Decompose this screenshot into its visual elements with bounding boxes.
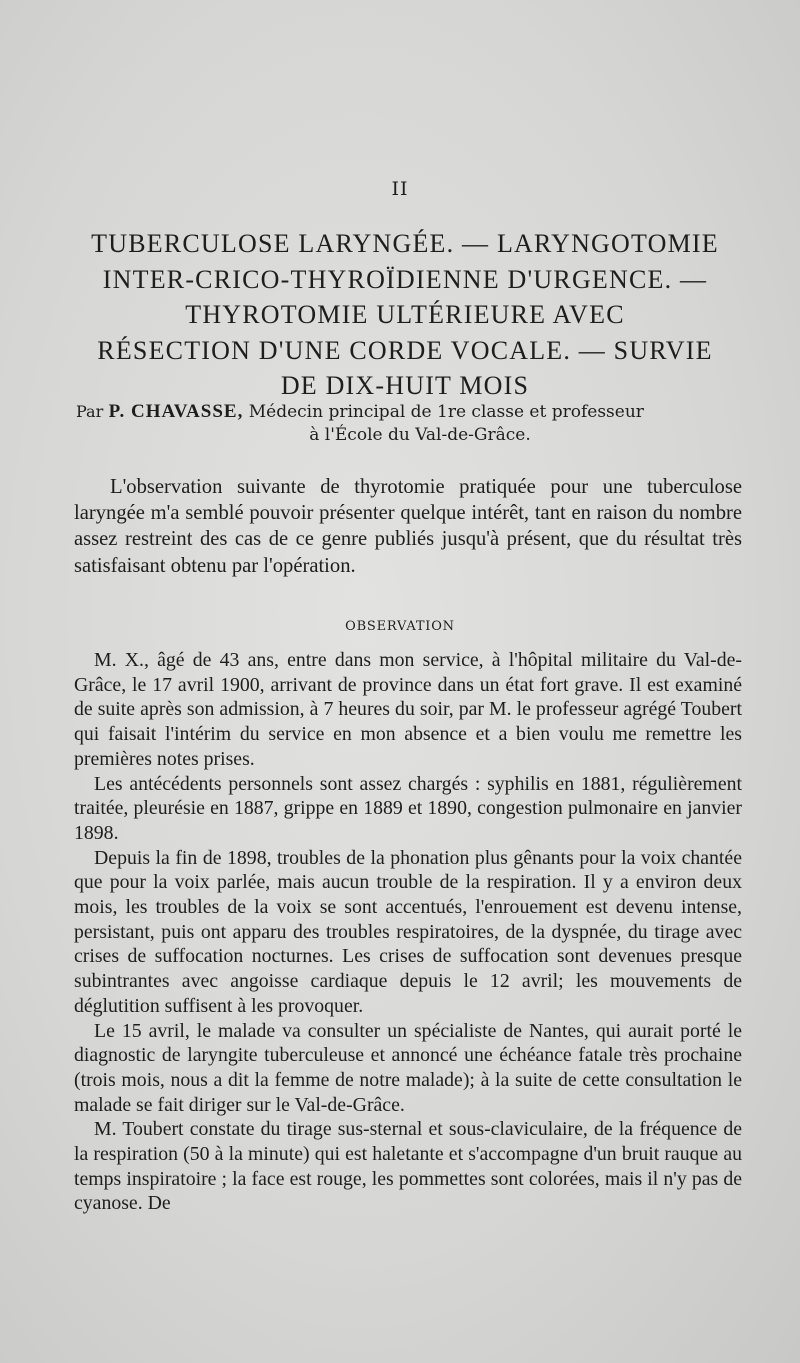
title-line: THYROTOMIE ULTÉRIEURE AVEC: [185, 300, 625, 329]
intro-block: [74, 474, 742, 579]
author-affiliation: à l'École du Val-de-Grâce.: [309, 425, 531, 445]
body-paragraph: Depuis la fin de 1898, troubles de la phonation plus gênants pour la voix chantée que pour la voix parlée, mais aucun trouble de la respiration. Il y a environ deux mois, les troubles de la voix se sont accentués, l'enrouement est devenu intense, persistant, puis ont apparu des troubles respiratoires, de la dyspnée, du tirage avec crises de suffocation nocturnes. Les crises de suffocation sont devenues presque subintrantes avec angoisse cardiaque depuis le 12 avril; les mouvements de déglutition suffisent à les provoquer.: [74, 846, 742, 1017]
byline-line-1: [70, 400, 770, 424]
chapter-number: II: [391, 178, 409, 200]
byline: [70, 400, 770, 447]
title-line: RÉSECTION D'UNE CORDE VOCALE. — SURVIE: [97, 335, 713, 365]
section-heading: OBSERVATION: [345, 619, 455, 634]
article-title: [40, 226, 770, 404]
body-paragraph: Les antécédents personnels sont assez chargés : syphilis en 1881, régulièrement traitée, pleurésie en 1887, grippe en 1889 et 1890, congestion pulmonaire en janvier 1898.: [74, 772, 742, 844]
intro-paragraph: L'observation suivante de thyrotomie pratiquée pour une tuberculose laryngée m'a semblé pouvoir présenter quelque intérêt, tant en raison du nombre assez restreint des cas de ce genre publiés jusqu'à présent, que du résultat très satisfaisant obtenu par l'opération.: [74, 476, 742, 577]
title-line: TUBERCULOSE LARYNGÉE. — LARYNGOTOMIE: [91, 229, 719, 258]
author-role: Médecin principal de 1re classe et professeur: [248, 402, 644, 422]
title-line: DE DIX-HUIT MOIS: [280, 371, 530, 400]
author-name: P. CHAVASSE,: [108, 401, 244, 422]
observation-body: [74, 648, 742, 1216]
byline-par: Par: [76, 402, 104, 421]
body-paragraph: Le 15 avril, le malade va consulter un spécialiste de Nantes, qui aurait porté le diagnostic de laryngite tuberculeuse et annoncé une échéance fatale très prochaine (trois mois, nous a dit la femme de notre malade); à la suite de cette consultation le malade se fait diriger sur le Val-de-Grâce.: [74, 1019, 742, 1116]
body-paragraph: M. Toubert constate du tirage sus-sternal et sous-claviculaire, de la fréquence de la respiration (50 à la minute) qui est haletante et s'accompagne d'un bruit rauque au temps inspiratoire ; la face est rouge, les pommettes sont colorées, mais il n'y pas de cyanose. De: [74, 1118, 742, 1215]
title-line: INTER-CRICO-THYROÏDIENNE D'URGENCE. —: [102, 264, 708, 294]
body-paragraph: M. X., âgé de 43 ans, entre dans mon service, à l'hôpital militaire du Val-de-Grâce, le 17 avril 1900, arrivant de province dans un état fort grave. Il est examiné de suite après son admission, à 7 heures du soir, par M. le professeur agrégé Toubert qui faisait l'intérim du service en mon absence et a bien voulu me remettre les premières notes prises.: [74, 649, 742, 770]
